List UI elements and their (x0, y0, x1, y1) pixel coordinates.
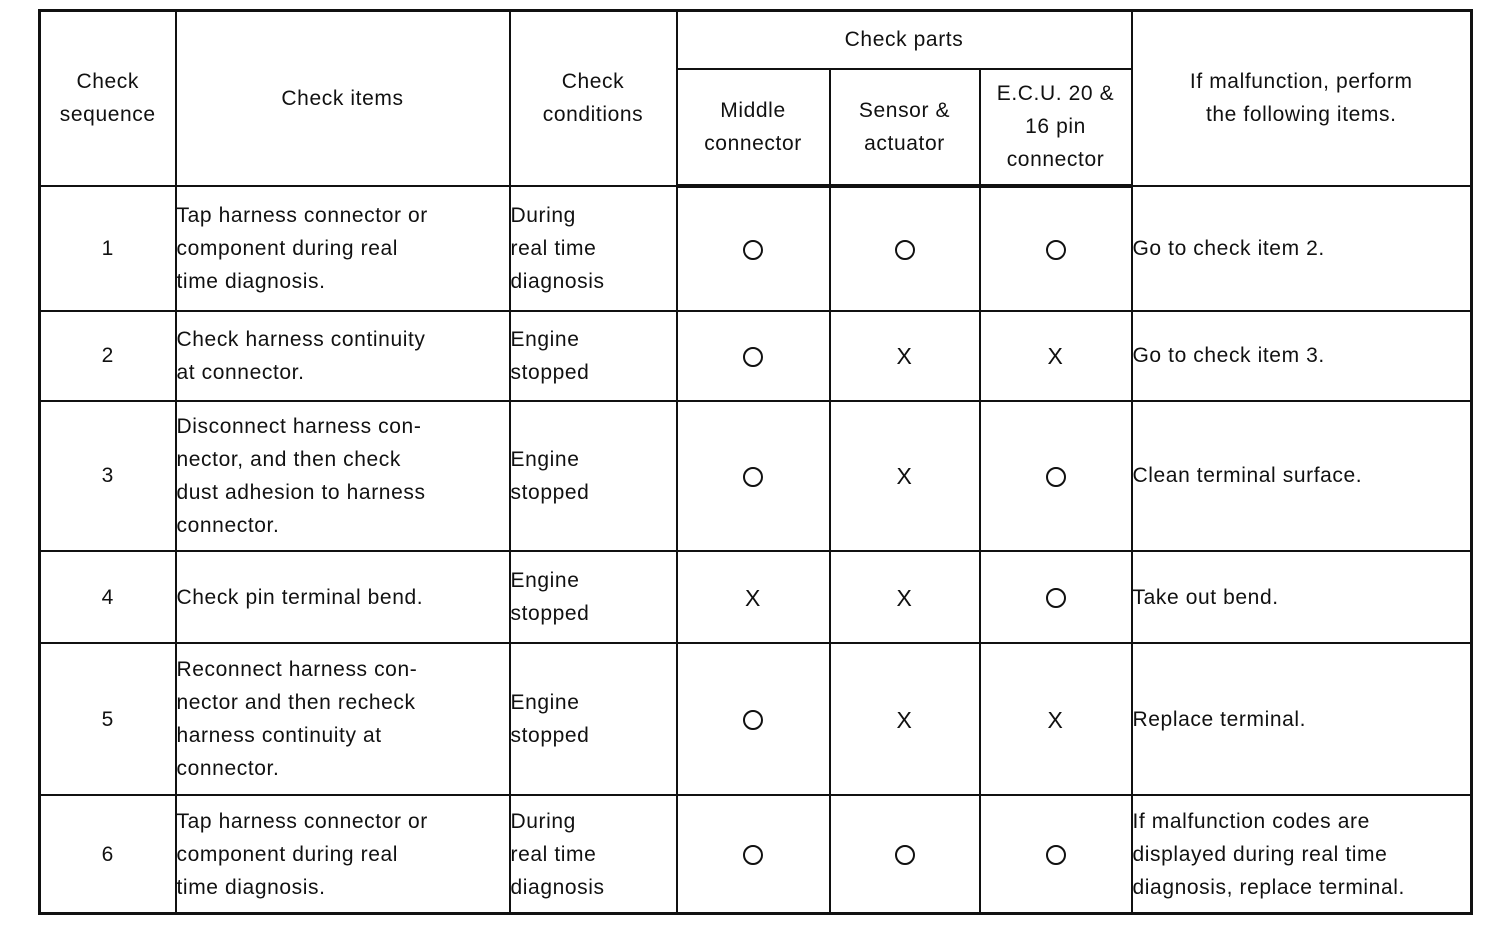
cross-mark: X (896, 463, 913, 490)
check-condition-text: Engine stopped (510, 569, 590, 626)
circle-icon (895, 240, 915, 260)
sensor-actuator-mark (830, 551, 980, 643)
malfunction-action (1132, 401, 1472, 551)
middle-connector-mark (677, 311, 830, 401)
circle-icon (743, 710, 763, 730)
sequence-number (40, 643, 176, 795)
middle-connector-mark (677, 401, 830, 551)
table-row (40, 551, 1472, 643)
malfunction-action-text: If malfunction codes are displayed during real time diagnosis, replace terminal. (1132, 809, 1405, 899)
ecu-connector-mark (980, 186, 1132, 311)
middle-connector-mark (677, 186, 830, 311)
check-item-text: Check harness continuity at connector. (176, 327, 426, 384)
header-check-items: Check items (176, 11, 510, 186)
cross-mark: X (1047, 706, 1064, 733)
check-condition-text: During real time diagnosis (510, 203, 605, 293)
ecu-connector-mark (980, 551, 1132, 643)
sequence-number (40, 795, 176, 913)
malfunction-action (1132, 795, 1472, 913)
sensor-actuator-mark (830, 401, 980, 551)
ecu-connector-mark (980, 643, 1132, 795)
sensor-actuator-mark (830, 186, 980, 311)
middle-connector-mark (677, 551, 830, 643)
check-item-text: Reconnect harness con- nector and then recheck harness continuity at connector. (176, 658, 418, 781)
sensor-actuator-mark (830, 311, 980, 401)
check-condition (510, 551, 677, 643)
circle-icon (743, 347, 763, 367)
header-if-malfunction: If malfunction, perform the following items. (1132, 11, 1472, 186)
check-item (176, 551, 510, 643)
table-row (40, 401, 1472, 551)
cross-mark: X (896, 343, 913, 370)
sensor-actuator-mark (830, 643, 980, 795)
sequence-number-text: 5 (101, 707, 114, 731)
check-condition (510, 311, 677, 401)
circle-icon (1046, 240, 1066, 260)
sequence-number (40, 401, 176, 551)
middle-connector-mark (677, 643, 830, 795)
cross-mark: X (745, 584, 761, 611)
cross-mark: X (896, 584, 913, 611)
table-body (40, 186, 1472, 914)
sensor-actuator-mark (830, 795, 980, 913)
header-sensor-actuator: Sensor & actuator (830, 69, 980, 186)
circle-icon (1046, 588, 1066, 608)
malfunction-action (1132, 186, 1472, 311)
header-middle-connector: Middle connector (677, 69, 830, 186)
header-check-sequence: Check sequence (40, 11, 176, 186)
sequence-number-text: 1 (101, 236, 114, 260)
check-condition (510, 795, 677, 913)
header-ecu-connector: E.C.U. 20 & 16 pin connector (980, 69, 1132, 186)
table-row (40, 186, 1472, 311)
check-item-text: Tap harness connector or component during real time diagnosis. (176, 203, 428, 293)
check-item-text: Tap harness connector or component during real time diagnosis. (176, 809, 428, 899)
sequence-number-text: 4 (101, 585, 114, 609)
sequence-number-text: 3 (101, 464, 114, 488)
harness-check-table (38, 9, 1473, 915)
check-item (176, 401, 510, 551)
circle-icon (743, 845, 763, 865)
table-row (40, 643, 1472, 795)
malfunction-action-text: Take out bend. (1132, 585, 1279, 609)
sequence-number-text: 6 (101, 842, 114, 866)
cross-mark: X (896, 706, 913, 733)
malfunction-action (1132, 551, 1472, 643)
ecu-connector-mark (980, 795, 1132, 913)
check-condition-text: Engine stopped (510, 691, 590, 748)
malfunction-action (1132, 643, 1472, 795)
check-condition-text: Engine stopped (510, 447, 590, 504)
malfunction-action-text: Go to check item 2. (1132, 236, 1325, 260)
sequence-number-text: 2 (101, 344, 114, 368)
table-row (40, 795, 1472, 913)
circle-icon (743, 467, 763, 487)
middle-connector-mark (677, 795, 830, 913)
malfunction-action (1132, 311, 1472, 401)
check-item (176, 186, 510, 311)
check-condition (510, 401, 677, 551)
circle-icon (1046, 845, 1066, 865)
circle-icon (1046, 467, 1066, 487)
circle-icon (743, 240, 763, 260)
check-condition (510, 186, 677, 311)
malfunction-action-text: Go to check item 3. (1132, 344, 1325, 368)
check-item-text: Disconnect harness con- nector, and then check dust adhesion to harness connector. (176, 414, 426, 537)
sequence-number (40, 551, 176, 643)
check-table-sheet (38, 9, 1470, 915)
ecu-connector-mark (980, 311, 1132, 401)
check-item (176, 795, 510, 913)
check-item-text: Check pin terminal bend. (176, 585, 424, 609)
check-item (176, 643, 510, 795)
header-check-parts: Check parts (677, 11, 1132, 69)
check-condition (510, 643, 677, 795)
cross-mark: X (1047, 343, 1064, 370)
malfunction-action-text: Replace terminal. (1132, 707, 1307, 731)
sequence-number (40, 186, 176, 311)
sequence-number (40, 311, 176, 401)
check-condition-text: During real time diagnosis (510, 809, 605, 899)
circle-icon (895, 845, 915, 865)
table-row (40, 311, 1472, 401)
ecu-connector-mark (980, 401, 1132, 551)
check-condition-text: Engine stopped (510, 327, 590, 384)
malfunction-action-text: Clean terminal surface. (1132, 464, 1363, 488)
header-check-conditions: Check conditions (510, 11, 677, 186)
check-item (176, 311, 510, 401)
